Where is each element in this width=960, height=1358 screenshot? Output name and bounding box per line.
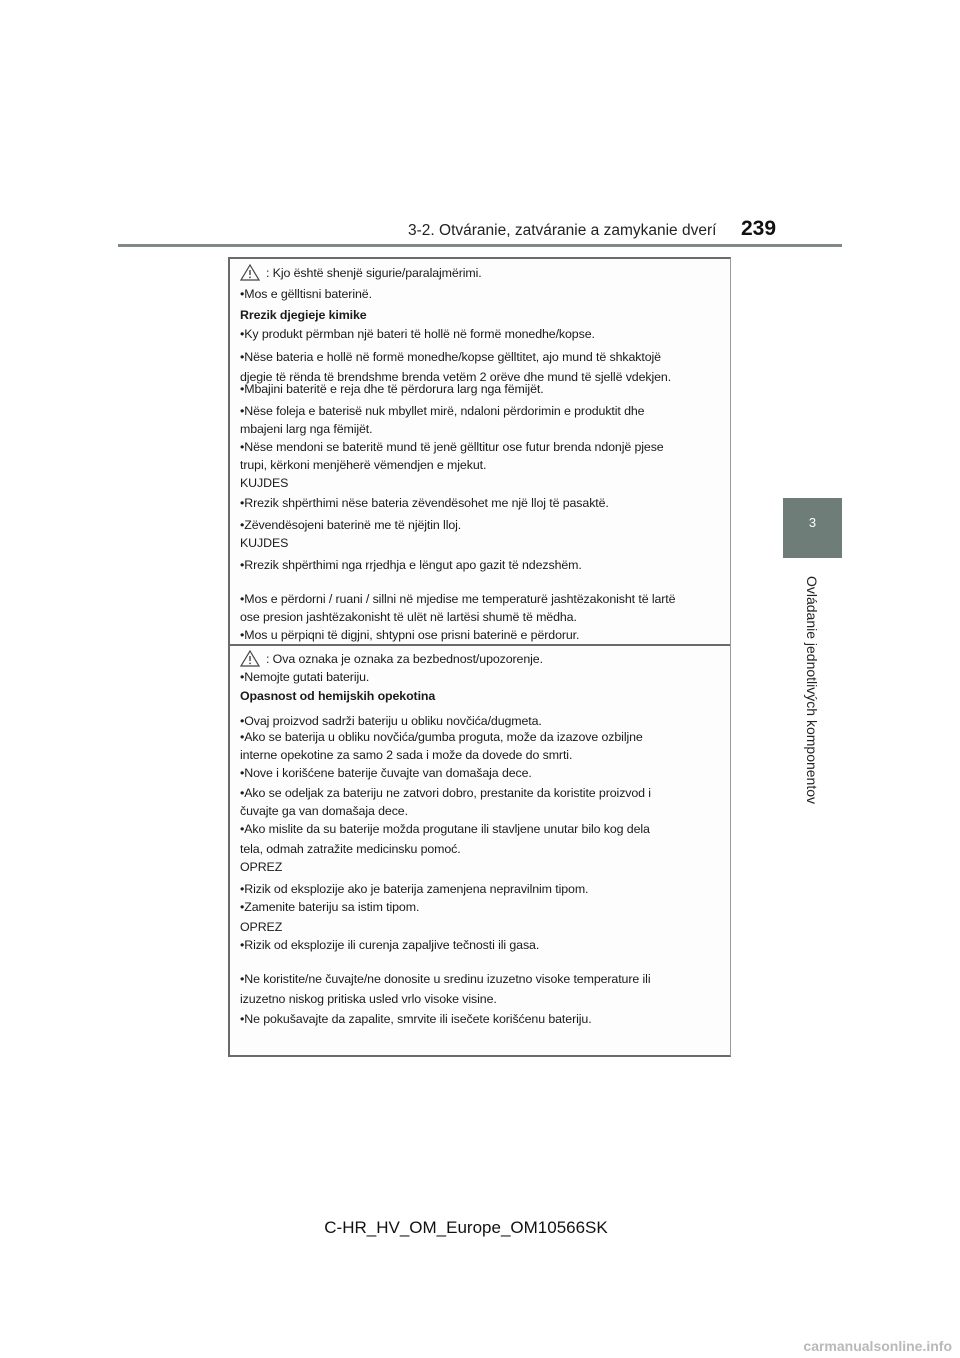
albanian-line: trupi, kërkoni menjëherë vëmendjen e mjekut. [240, 458, 487, 472]
warning-row-albanian [232, 264, 482, 281]
warning-triangle-icon [240, 264, 260, 281]
serbian-line: •Nemojte gutati bateriju. [240, 670, 370, 684]
albanian-line: •Ky produkt përmban një bateri të hollë në formë monedhe/kopse. [240, 327, 595, 341]
serbian-line: OPREZ [240, 920, 283, 934]
albanian-line: djegie të rënda të brendshme brenda vetëm 2 orëve dhe mund të sjellë vdekjen. [240, 370, 672, 384]
serbian-line: •Rizik od eksplozije ako je baterija zamenjena nepravilnim tipom. [240, 882, 589, 896]
albanian-line: •Nëse mendoni se bateritë mund të jenë gëlltitur ose futur brenda ndonjë pjese [240, 440, 664, 454]
serbian-line: •Rizik od eksplozije ili curenja zapaljive tečnosti ili gasa. [240, 938, 540, 952]
watermark: carmanualsonline.info [803, 1338, 952, 1354]
serbian-line: •Nove i korišćene baterije čuvajte van domašaja dece. [240, 766, 532, 780]
albanian-line: •Mbajini bateritë e reja dhe të përdorura larg nga fëmijët. [240, 382, 544, 396]
serbian-line: •Ako se baterija u obliku novčića/gumba proguta, može da izazove ozbiljne [240, 730, 643, 744]
albanian-line: •Rrezik shpërthimi nëse bateria zëvendësohet me një lloj të pasaktë. [240, 496, 609, 510]
albanian-line: •Zëvendësojeni baterinë me të njëjtin lloj. [240, 518, 462, 532]
serbian-line: interne opekotine za samo 2 sada i može da dovede do smrti. [240, 748, 573, 762]
warning-triangle-icon [240, 650, 260, 667]
albanian-line: •Mos e gëlltisni baterinë. [240, 287, 372, 301]
albanian-line: mbajeni larg nga fëmijët. [240, 422, 373, 436]
albanian-line: •Mos u përpiqni të digjni, shtypni ose prisni baterinë e përdorur. [240, 628, 580, 642]
serbian-line: Opasnost od hemijskih opekotina [240, 689, 436, 703]
serbian-line: •Ne koristite/ne čuvajte/ne donosite u sredinu izuzetno visoke temperature ili [240, 972, 651, 986]
warning-row-serbian [232, 650, 543, 667]
serbian-line: izuzetno niskog pritiska usled vrlo visoke visine. [240, 992, 497, 1006]
document-code-text: C-HR_HV_OM_Europe_OM10566SK [324, 1218, 608, 1237]
albanian-line: •Mos e përdorni / ruani / sillni në mjedise me temperaturë jashtëzakonisht të lartë [240, 592, 676, 606]
header-divider [118, 244, 842, 247]
warning-text-serbian: : Ova oznaka je oznaka za bezbednost/upozorenje. [266, 651, 543, 666]
chapter-label: Ovládanie jednotlivých komponentov [804, 575, 820, 805]
scanned-warning-notice [228, 257, 731, 1057]
serbian-line: OPREZ [240, 860, 283, 874]
albanian-line: •Nëse foleja e baterisë nuk mbyllet mirë, ndaloni përdorimin e produktit dhe [240, 404, 645, 418]
serbian-line: čuvajte ga van domašaja dece. [240, 804, 408, 818]
serbian-line: •Ne pokušavajte da zapalite, smrvite ili isečete korišćenu bateriju. [240, 1012, 592, 1026]
albanian-line: KUJDES [240, 536, 289, 550]
page-number: 239 [741, 217, 777, 240]
albanian-line: KUJDES [240, 476, 289, 490]
section-title: 3-2. Otváranie, zatváranie a zamykanie dverí [408, 222, 717, 239]
warning-text-albanian: : Kjo është shenjë sigurie/paralajmërimi. [266, 265, 482, 280]
document-code [0, 1218, 960, 1238]
albanian-line: ose presion jashtëzakonisht të ulët në lartësi shumë të mëdha. [240, 610, 577, 624]
serbian-line: •Ako se odeljak za bateriju ne zatvori dobro, prestanite da koristite proizvod i [240, 786, 651, 800]
chapter-tab [783, 498, 842, 558]
serbian-line: •Ovaj proizvod sadrži bateriju u obliku novčića/dugmeta. [240, 714, 542, 728]
serbian-line: •Zamenite bateriju sa istim tipom. [240, 900, 420, 914]
serbian-line: tela, odmah zatražite medicinsku pomoć. [240, 842, 461, 856]
language-divider [230, 644, 730, 646]
chapter-number: 3 [808, 515, 817, 530]
serbian-line: •Ako mislite da su baterije možda progutane ili stavljene unutar bilo kog dela [240, 822, 650, 836]
albanian-line: Rrezik djegieje kimike [240, 308, 367, 322]
albanian-line: •Rrezik shpërthimi nga rrjedhja e lëngut apo gazit të ndezshëm. [240, 558, 582, 572]
albanian-line: •Nëse bateria e hollë në formë monedhe/kopse gëlltitet, ajo mund të shkaktojë [240, 350, 661, 364]
